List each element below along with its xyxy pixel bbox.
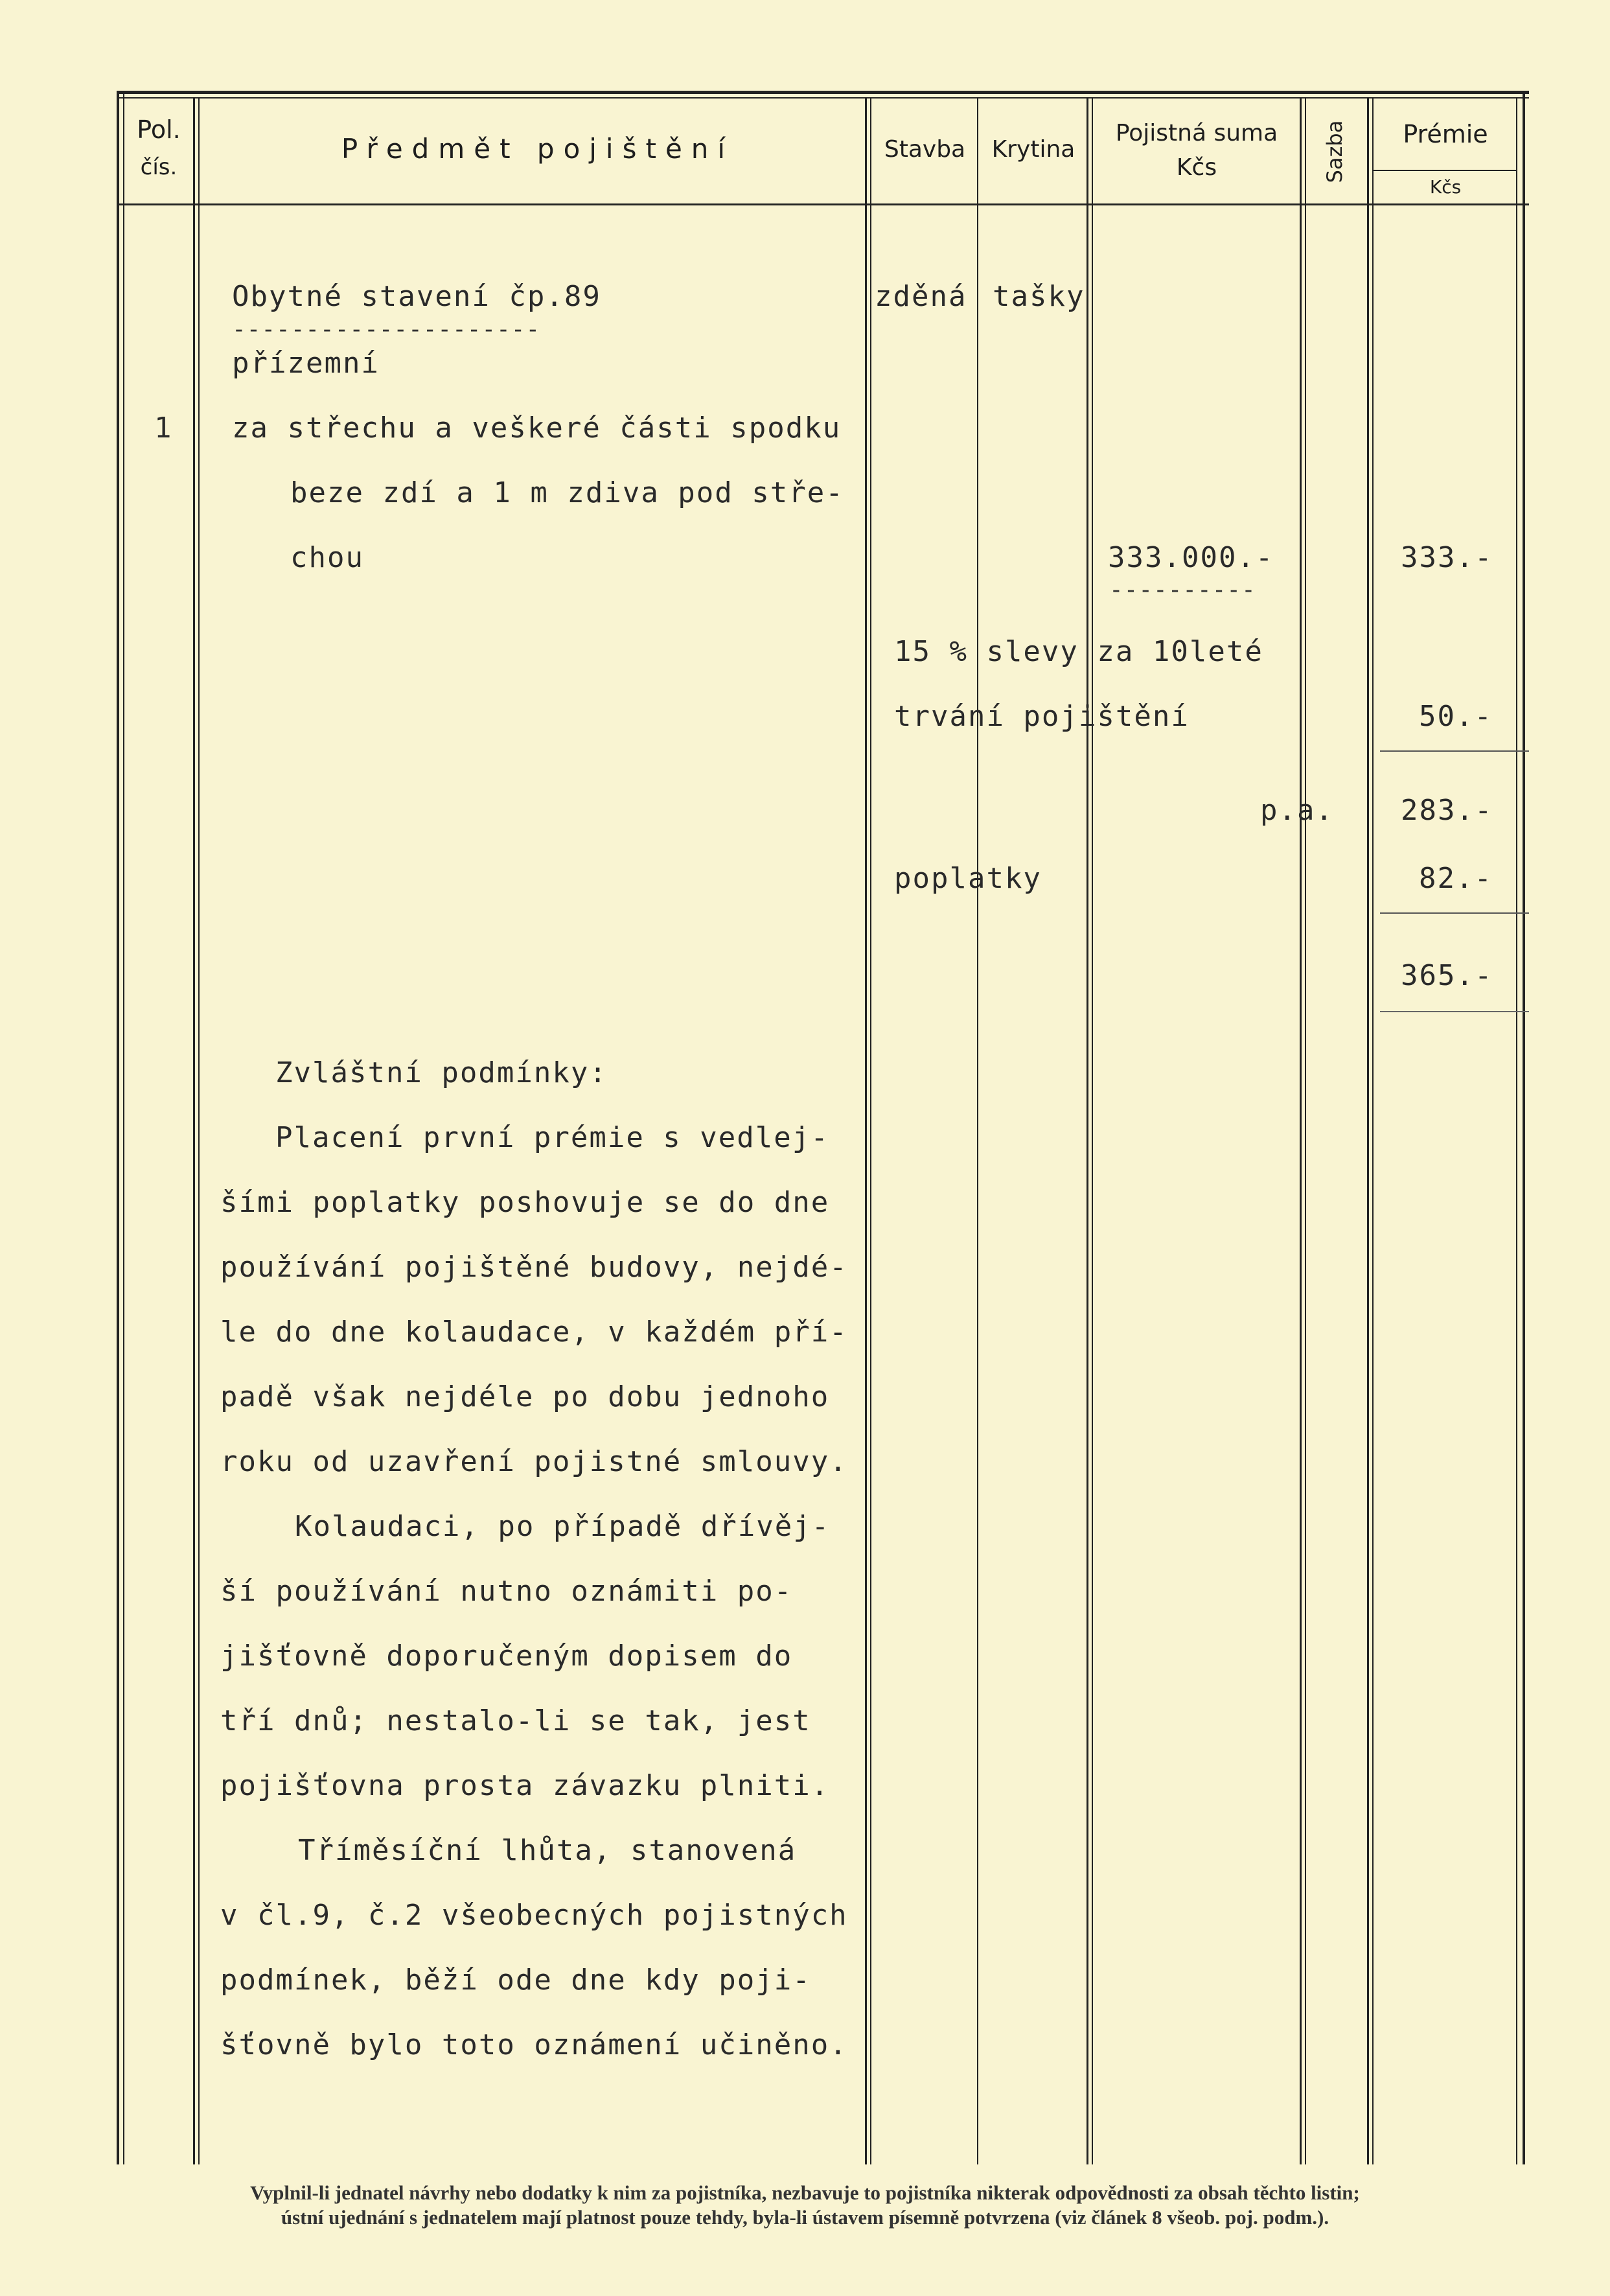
header-bottom-rule [117, 203, 1529, 205]
col-rule-krytina [1087, 97, 1088, 2164]
discount-line-2: trvání pojištění [894, 700, 1190, 733]
item-line-3: za střechu a veškeré části spodku [232, 412, 842, 445]
frame-right-rule [1523, 91, 1525, 2164]
col-rule-sazba [1367, 97, 1369, 2164]
discount-amount: 50.- [1419, 700, 1493, 733]
col-rule-sum-2 [1305, 97, 1306, 2164]
header-pol: Pol. [137, 115, 181, 144]
footer-line-1: Vyplnil-li jednatel návrhy nebo dodatky k nim za pojistníka, nezbavuje to pojistníka nikterak odpovědnosti za obsah těchto listin; [250, 2181, 1360, 2204]
conditions-line: šími poplatky poshovuje se do dne [220, 1186, 830, 1219]
conditions-line: podmínek, běží ode dne kdy poji- [220, 1964, 811, 1997]
conditions-line: v čl.9, č.2 všeobecných pojistných [220, 1899, 848, 1932]
col-rule-pol-2 [198, 97, 200, 2164]
item-title: Obytné stavení čp.89 [232, 280, 601, 313]
col-rule-stavba [977, 97, 978, 2164]
total-rule [1380, 1011, 1529, 1012]
item-line-2: přízemní [232, 347, 380, 380]
item-line-4: beze zdí a 1 m zdiva pod stře- [290, 476, 844, 509]
frame-top-rule-thin [117, 97, 1529, 99]
col-rule-krytina-2 [1092, 97, 1093, 2164]
footer-line-2: ústní ujednání s jednatelem mají platnost pouze tehdy, byla-li ústavem písemně potvrzena (viz článek 8 všeob. poj. podm.). [281, 2206, 1329, 2229]
discount-subtotal-rule [1380, 750, 1529, 752]
col-rule-subject-2 [870, 97, 871, 2164]
header-sazba: Sazba [1322, 120, 1347, 183]
header-sum-line2: Kčs [1176, 154, 1217, 181]
col-rule-sazba-2 [1372, 97, 1374, 2164]
header-subject: Předmět pojištění [341, 133, 735, 165]
frame-left-rule-2 [123, 91, 124, 2164]
header-krytina: Krytina [991, 136, 1075, 163]
conditions-heading: Zvláštní podmínky: [275, 1056, 608, 1089]
header-sum-line1: Pojistná suma [1115, 120, 1278, 146]
frame-left-rule [117, 91, 119, 2164]
item-sum: 333.000.- [1108, 541, 1274, 574]
header-premie: Prémie [1403, 120, 1488, 148]
premie-unit-rule [1372, 170, 1517, 171]
col-rule-subject [865, 97, 867, 2164]
frame-top-rule [117, 91, 1529, 94]
conditions-line: pojišťovna prosta závazku plniti. [220, 1769, 830, 1802]
item-line-5: chou [290, 541, 364, 574]
conditions-line: Tříměsíční lhůta, stanovená [298, 1834, 797, 1867]
conditions-line: le do dne kolaudace, v každém pří- [220, 1316, 848, 1349]
pa-amount: 283.- [1401, 794, 1493, 827]
header-cis: čís. [140, 154, 178, 180]
conditions-line: šťovně bylo toto oznámení učiněno. [220, 2028, 848, 2061]
conditions-line: používání pojištěné budovy, nejdé- [220, 1251, 848, 1284]
fees-amount: 82.- [1419, 862, 1493, 895]
item-number: 1 [154, 412, 173, 445]
item-stavba: zděná [875, 280, 967, 313]
item-krytina: tašky [993, 280, 1085, 313]
col-rule-pol [193, 97, 195, 2164]
conditions-line: jišťovně doporučeným dopisem do [220, 1640, 793, 1673]
conditions-line: Kolaudaci, po případě dřívěj- [295, 1510, 831, 1543]
conditions-line: ší používání nutno oznámiti po- [220, 1575, 793, 1608]
total-amount: 365.- [1401, 959, 1493, 992]
conditions-line: padě však nejdéle po dobu jednoho [220, 1380, 830, 1413]
frame-right-rule-2 [1516, 97, 1517, 2164]
header-stavba: Stavba [884, 136, 966, 163]
item-sum-underline: ---------- [1109, 577, 1256, 603]
col-rule-sum [1300, 97, 1302, 2164]
conditions-line: Placení první prémie s vedlej- [275, 1121, 829, 1154]
header-premie-unit: Kčs [1429, 176, 1462, 198]
discount-line-1: 15 % slevy za 10leté [894, 635, 1263, 668]
fees-label: poplatky [894, 862, 1042, 895]
pa-label: p.a. [1260, 794, 1334, 827]
fees-subtotal-rule [1380, 912, 1529, 914]
item-title-underline: --------------------- [232, 316, 541, 343]
item-premium: 333.- [1401, 541, 1493, 574]
conditions-line: tří dnů; nestalo-li se tak, jest [220, 1704, 811, 1737]
conditions-line: roku od uzavření pojistné smlouvy. [220, 1445, 848, 1478]
